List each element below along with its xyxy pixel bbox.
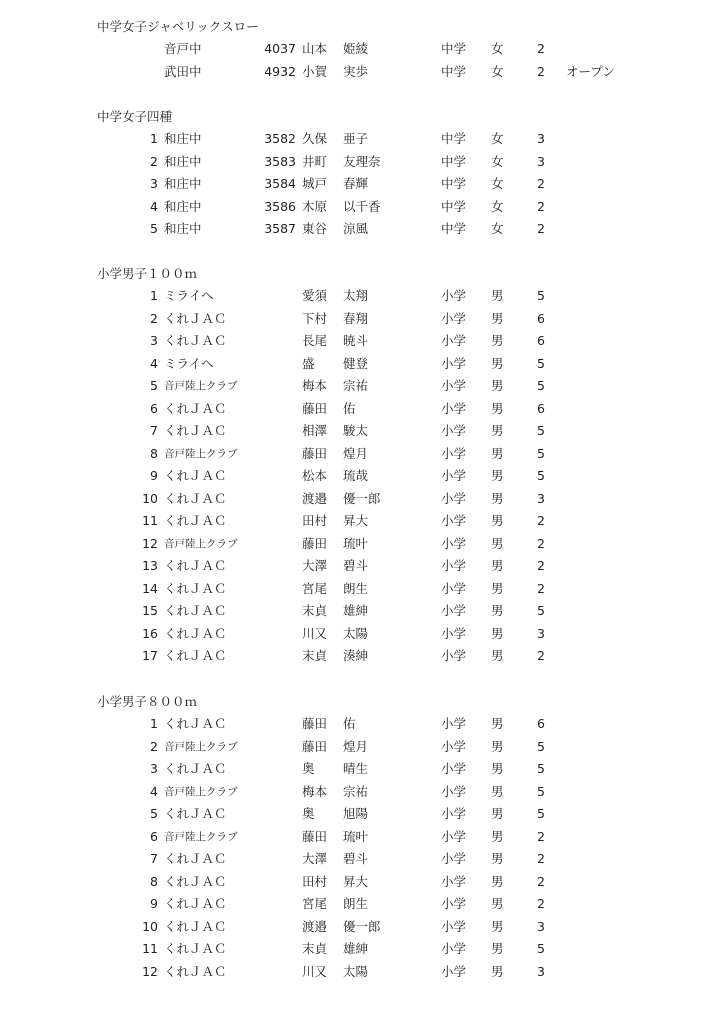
rank-cell: 4	[150, 783, 158, 799]
family-name-cell: 相澤	[302, 423, 328, 438]
rank-cell: 13	[142, 558, 158, 573]
grade-cell: 3	[537, 625, 545, 641]
team-cell: 音戸陸上クラブ	[164, 830, 238, 843]
school-level-cell: 小学	[441, 423, 467, 438]
family-name-cell: 木原	[302, 198, 328, 214]
grade-cell: 5	[537, 423, 545, 438]
gender-cell: 女	[491, 63, 504, 79]
entry-row	[0, 175, 724, 197]
gender-cell: 男	[491, 963, 504, 979]
entry-row	[0, 873, 724, 895]
rank-cell: 1	[150, 131, 158, 146]
given-name-cell: 朗生	[343, 896, 369, 911]
given-name-cell: 雄紳	[343, 603, 369, 618]
team-cell: くれＪＡＣ	[164, 918, 227, 934]
bib-number-cell: 3582	[264, 131, 296, 146]
gender-cell: 女	[491, 198, 504, 214]
gender-cell: 男	[491, 513, 504, 528]
team-cell: 和庄中	[164, 131, 202, 146]
school-level-cell: 中学	[441, 63, 467, 79]
family-name-cell: 梅本	[302, 783, 328, 799]
family-name-cell: 藤田	[302, 738, 328, 754]
family-name-cell: 小賀	[302, 63, 328, 79]
grade-cell: 2	[537, 221, 545, 236]
team-cell: くれＪＡＣ	[164, 761, 227, 776]
gender-cell: 女	[491, 176, 504, 191]
rank-cell: 3	[150, 176, 158, 191]
family-name-cell: 松本	[302, 468, 328, 483]
team-cell: 和庄中	[164, 176, 202, 191]
rank-cell: 5	[150, 806, 158, 821]
rank-cell: 8	[150, 873, 158, 889]
team-cell: 音戸陸上クラブ	[164, 380, 238, 392]
grade-cell: 3	[537, 490, 545, 506]
event-title: 小学男子８００ｍ	[97, 694, 198, 709]
given-name-cell: 琉叶	[343, 535, 369, 551]
school-level-cell: 中学	[441, 131, 467, 146]
school-level-cell: 小学	[441, 761, 467, 776]
given-name-cell: 以千香	[343, 198, 381, 214]
rank-cell: 7	[150, 423, 158, 438]
family-name-cell: 山本	[302, 41, 328, 56]
given-name-cell: 宗祐	[343, 378, 369, 393]
given-name-cell: 湊紳	[343, 648, 369, 663]
entry-row	[0, 287, 724, 309]
grade-cell: 5	[537, 445, 545, 461]
grade-cell: 3	[537, 963, 545, 979]
rank-cell: 17	[142, 648, 158, 663]
team-cell: くれＪＡＣ	[164, 580, 227, 596]
team-cell: くれＪＡＣ	[164, 310, 227, 326]
entry-row	[0, 715, 724, 737]
gender-cell: 男	[491, 851, 504, 866]
school-level-cell: 中学	[441, 153, 467, 169]
rank-cell: 1	[150, 288, 158, 303]
grade-cell: 6	[537, 716, 545, 731]
family-name-cell: 城戸	[302, 176, 328, 191]
entry-row	[0, 130, 724, 152]
grade-cell: 5	[537, 783, 545, 799]
given-name-cell: 優一郎	[343, 918, 381, 934]
family-name-cell: 宮尾	[302, 896, 328, 911]
given-name-cell: 健登	[343, 355, 369, 371]
given-name-cell: 駿太	[343, 423, 369, 438]
event-title: 中学女子ジャベリックスロー	[97, 19, 259, 34]
grade-cell: 2	[537, 63, 545, 79]
entry-row	[0, 647, 724, 669]
school-level-cell: 小学	[441, 828, 467, 844]
team-cell: くれＪＡＣ	[164, 400, 227, 416]
entry-row	[0, 445, 724, 467]
entry-row	[0, 422, 724, 444]
grade-cell: 2	[537, 558, 545, 573]
rank-cell: 10	[142, 918, 158, 934]
school-level-cell: 小学	[441, 941, 467, 956]
gender-cell: 男	[491, 423, 504, 438]
entry-row	[0, 40, 724, 62]
given-name-cell: 亜子	[343, 131, 369, 146]
entry-row	[0, 850, 724, 872]
gender-cell: 女	[491, 221, 504, 236]
entry-row	[0, 490, 724, 512]
grade-cell: 5	[537, 941, 545, 956]
team-cell: ミライへ	[164, 288, 214, 303]
grade-cell: 2	[537, 580, 545, 596]
school-level-cell: 小学	[441, 310, 467, 326]
grade-cell: 5	[537, 288, 545, 303]
gender-cell: 男	[491, 896, 504, 911]
team-cell: 和庄中	[164, 198, 202, 214]
family-name-cell: 渡邉	[302, 490, 328, 506]
school-level-cell: 小学	[441, 378, 467, 393]
gender-cell: 男	[491, 580, 504, 596]
given-name-cell: 昇大	[343, 513, 369, 528]
rank-cell: 12	[142, 963, 158, 979]
bib-number-cell: 3584	[264, 176, 296, 191]
grade-cell: 5	[537, 738, 545, 754]
note-cell: オープン	[566, 63, 615, 79]
family-name-cell: 川又	[302, 963, 328, 979]
school-level-cell: 中学	[441, 41, 467, 56]
given-name-cell: 碧斗	[343, 851, 369, 866]
given-name-cell: 碧斗	[343, 558, 369, 573]
school-level-cell: 小学	[441, 873, 467, 889]
school-level-cell: 中学	[441, 198, 467, 214]
school-level-cell: 小学	[441, 963, 467, 979]
school-level-cell: 小学	[441, 738, 467, 754]
given-name-cell: 晴生	[343, 761, 369, 776]
school-level-cell: 中学	[441, 176, 467, 191]
rank-cell: 16	[142, 625, 158, 641]
entry-row	[0, 220, 724, 242]
entry-row	[0, 153, 724, 175]
team-cell: くれＪＡＣ	[164, 941, 227, 956]
rank-cell: 2	[150, 310, 158, 326]
family-name-cell: 井町	[302, 153, 328, 169]
bib-number-cell: 3586	[264, 198, 296, 214]
school-level-cell: 小学	[441, 580, 467, 596]
entry-row	[0, 805, 724, 827]
team-cell: 音戸陸上クラブ	[164, 740, 238, 753]
family-name-cell: 大澤	[302, 558, 328, 573]
given-name-cell: 琉哉	[343, 468, 369, 483]
given-name-cell: 旭陽	[343, 806, 369, 821]
family-name-cell: 奥	[302, 806, 315, 821]
gender-cell: 女	[491, 131, 504, 146]
entry-row	[0, 918, 724, 940]
family-name-cell: 渡邉	[302, 918, 328, 934]
gender-cell: 男	[491, 288, 504, 303]
school-level-cell: 小学	[441, 558, 467, 573]
given-name-cell: 優一郎	[343, 490, 381, 506]
team-cell: 音戸陸上クラブ	[164, 447, 238, 460]
rank-cell: 10	[142, 490, 158, 506]
rank-cell: 2	[150, 153, 158, 169]
given-name-cell: 実歩	[343, 63, 369, 79]
team-cell: くれＪＡＣ	[164, 468, 227, 483]
grade-cell: 2	[537, 851, 545, 866]
rank-cell: 4	[150, 355, 158, 371]
rank-cell: 12	[142, 535, 158, 551]
given-name-cell: 佑	[343, 400, 356, 416]
event-title: 中学女子四種	[97, 109, 173, 124]
gender-cell: 男	[491, 445, 504, 461]
family-name-cell: 藤田	[302, 828, 328, 844]
team-cell: くれＪＡＣ	[164, 963, 227, 979]
gender-cell: 男	[491, 738, 504, 754]
grade-cell: 5	[537, 603, 545, 618]
team-cell: くれＪＡＣ	[164, 716, 227, 731]
rank-cell: 11	[142, 941, 158, 956]
team-cell: 和庄中	[164, 221, 202, 236]
family-name-cell: 末貞	[302, 941, 328, 956]
school-level-cell: 小学	[441, 603, 467, 618]
school-level-cell: 小学	[441, 918, 467, 934]
grade-cell: 5	[537, 806, 545, 821]
school-level-cell: 小学	[441, 513, 467, 528]
gender-cell: 男	[491, 873, 504, 889]
grade-cell: 5	[537, 761, 545, 776]
school-level-cell: 小学	[441, 400, 467, 416]
gender-cell: 男	[491, 400, 504, 416]
school-level-cell: 小学	[441, 535, 467, 551]
gender-cell: 男	[491, 490, 504, 506]
entry-row	[0, 940, 724, 962]
entry-row	[0, 400, 724, 422]
team-cell: くれＪＡＣ	[164, 333, 227, 348]
rank-cell: 2	[150, 738, 158, 754]
school-level-cell: 小学	[441, 648, 467, 663]
gender-cell: 男	[491, 310, 504, 326]
gender-cell: 女	[491, 153, 504, 169]
given-name-cell: 佑	[343, 716, 356, 731]
entry-row	[0, 332, 724, 354]
rank-cell: 6	[150, 828, 158, 844]
gender-cell: 男	[491, 918, 504, 934]
school-level-cell: 小学	[441, 288, 467, 303]
gender-cell: 男	[491, 648, 504, 663]
school-level-cell: 小学	[441, 851, 467, 866]
entry-row	[0, 963, 724, 985]
entry-row	[0, 198, 724, 220]
family-name-cell: 大澤	[302, 851, 328, 866]
rank-cell: 5	[150, 221, 158, 236]
grade-cell: 6	[537, 333, 545, 348]
rank-cell: 7	[150, 851, 158, 866]
given-name-cell: 朗生	[343, 580, 369, 596]
rank-cell: 9	[150, 896, 158, 911]
rank-cell: 6	[150, 400, 158, 416]
rank-cell: 3	[150, 761, 158, 776]
family-name-cell: 末貞	[302, 603, 328, 618]
team-cell: くれＪＡＣ	[164, 423, 227, 438]
team-cell: 音戸陸上クラブ	[164, 785, 238, 798]
gender-cell: 男	[491, 603, 504, 618]
bib-number-cell: 4932	[264, 63, 296, 79]
grade-cell: 2	[537, 41, 545, 56]
grade-cell: 3	[537, 153, 545, 169]
given-name-cell: 涼風	[343, 221, 369, 236]
entry-row	[0, 625, 724, 647]
grade-cell: 5	[537, 355, 545, 371]
family-name-cell: 下村	[302, 310, 328, 326]
school-level-cell: 小学	[441, 355, 467, 371]
team-cell: くれＪＡＣ	[164, 851, 227, 866]
family-name-cell: 田村	[302, 513, 328, 528]
gender-cell: 男	[491, 535, 504, 551]
grade-cell: 2	[537, 535, 545, 551]
grade-cell: 2	[537, 513, 545, 528]
given-name-cell: 煌月	[343, 738, 369, 754]
family-name-cell: 東谷	[302, 221, 328, 236]
team-cell: くれＪＡＣ	[164, 806, 227, 821]
entry-row	[0, 783, 724, 805]
family-name-cell: 藤田	[302, 445, 328, 461]
gender-cell: 男	[491, 378, 504, 393]
grade-cell: 3	[537, 918, 545, 934]
given-name-cell: 太陽	[343, 963, 369, 979]
event-title: 小学男子１００ｍ	[97, 266, 198, 281]
grade-cell: 2	[537, 176, 545, 191]
gender-cell: 男	[491, 716, 504, 731]
family-name-cell: 川又	[302, 625, 328, 641]
rank-cell: 1	[150, 716, 158, 731]
gender-cell: 男	[491, 828, 504, 844]
team-cell: 武田中	[164, 63, 202, 79]
family-name-cell: 末貞	[302, 648, 328, 663]
gender-cell: 男	[491, 806, 504, 821]
rank-cell: 9	[150, 468, 158, 483]
given-name-cell: 友理奈	[343, 153, 381, 169]
school-level-cell: 小学	[441, 783, 467, 799]
team-cell: ミライへ	[164, 355, 214, 371]
gender-cell: 男	[491, 941, 504, 956]
gender-cell: 男	[491, 783, 504, 799]
family-name-cell: 久保	[302, 131, 328, 146]
entry-row	[0, 828, 724, 850]
given-name-cell: 雄紳	[343, 941, 369, 956]
team-cell: 音戸陸上クラブ	[164, 537, 238, 550]
team-cell: くれＪＡＣ	[164, 558, 227, 573]
team-cell: 音戸中	[164, 41, 202, 56]
family-name-cell: 藤田	[302, 716, 328, 731]
given-name-cell: 宗祐	[343, 783, 369, 799]
bib-number-cell: 3583	[264, 153, 296, 169]
entry-row	[0, 310, 724, 332]
entry-row	[0, 512, 724, 534]
given-name-cell: 琉叶	[343, 828, 369, 844]
school-level-cell: 小学	[441, 333, 467, 348]
school-level-cell: 小学	[441, 896, 467, 911]
family-name-cell: 藤田	[302, 400, 328, 416]
entry-row	[0, 602, 724, 624]
team-cell: くれＪＡＣ	[164, 625, 227, 641]
family-name-cell: 愛須	[302, 288, 328, 303]
entry-row	[0, 580, 724, 602]
given-name-cell: 春翔	[343, 310, 369, 326]
team-cell: くれＪＡＣ	[164, 896, 227, 911]
entry-row	[0, 355, 724, 377]
entry-row	[0, 557, 724, 579]
team-cell: くれＪＡＣ	[164, 603, 227, 618]
family-name-cell: 田村	[302, 873, 328, 889]
rank-cell: 14	[142, 580, 158, 596]
given-name-cell: 煌月	[343, 445, 369, 461]
given-name-cell: 昇大	[343, 873, 369, 889]
rank-cell: 8	[150, 445, 158, 461]
gender-cell: 女	[491, 41, 504, 56]
grade-cell: 6	[537, 400, 545, 416]
school-level-cell: 小学	[441, 468, 467, 483]
grade-cell: 5	[537, 378, 545, 393]
entry-row	[0, 467, 724, 489]
grade-cell: 2	[537, 896, 545, 911]
school-level-cell: 小学	[441, 445, 467, 461]
rank-cell: 3	[150, 333, 158, 348]
given-name-cell: 姫綾	[343, 41, 369, 56]
gender-cell: 男	[491, 333, 504, 348]
entry-row	[0, 895, 724, 917]
grade-cell: 2	[537, 648, 545, 663]
gender-cell: 男	[491, 355, 504, 371]
entry-row	[0, 760, 724, 782]
rank-cell: 15	[142, 603, 158, 618]
grade-cell: 3	[537, 131, 545, 146]
family-name-cell: 奥	[302, 761, 315, 776]
school-level-cell: 中学	[441, 221, 467, 236]
family-name-cell: 梅本	[302, 378, 328, 393]
team-cell: くれＪＡＣ	[164, 873, 227, 889]
given-name-cell: 春輝	[343, 176, 369, 191]
grade-cell: 2	[537, 873, 545, 889]
grade-cell: 2	[537, 198, 545, 214]
gender-cell: 男	[491, 761, 504, 776]
gender-cell: 男	[491, 468, 504, 483]
grade-cell: 5	[537, 468, 545, 483]
school-level-cell: 小学	[441, 806, 467, 821]
rank-cell: 4	[150, 198, 158, 214]
entry-row	[0, 377, 724, 399]
given-name-cell: 太陽	[343, 625, 369, 641]
school-level-cell: 小学	[441, 625, 467, 641]
family-name-cell: 藤田	[302, 535, 328, 551]
entry-row	[0, 738, 724, 760]
given-name-cell: 太翔	[343, 288, 369, 303]
school-level-cell: 小学	[441, 716, 467, 731]
family-name-cell: 宮尾	[302, 580, 328, 596]
team-cell: くれＪＡＣ	[164, 648, 227, 663]
gender-cell: 男	[491, 558, 504, 573]
rank-cell: 5	[150, 378, 158, 393]
entry-row	[0, 63, 724, 85]
gender-cell: 男	[491, 625, 504, 641]
bib-number-cell: 3587	[264, 221, 296, 236]
given-name-cell: 暁斗	[343, 333, 369, 348]
family-name-cell: 盛	[302, 355, 315, 371]
school-level-cell: 小学	[441, 490, 467, 506]
rank-cell: 11	[142, 513, 158, 528]
entry-row	[0, 535, 724, 557]
team-cell: 和庄中	[164, 153, 202, 169]
family-name-cell: 長尾	[302, 333, 328, 348]
grade-cell: 2	[537, 828, 545, 844]
bib-number-cell: 4037	[264, 41, 296, 56]
team-cell: くれＪＡＣ	[164, 513, 227, 528]
grade-cell: 6	[537, 310, 545, 326]
team-cell: くれＪＡＣ	[164, 490, 227, 506]
